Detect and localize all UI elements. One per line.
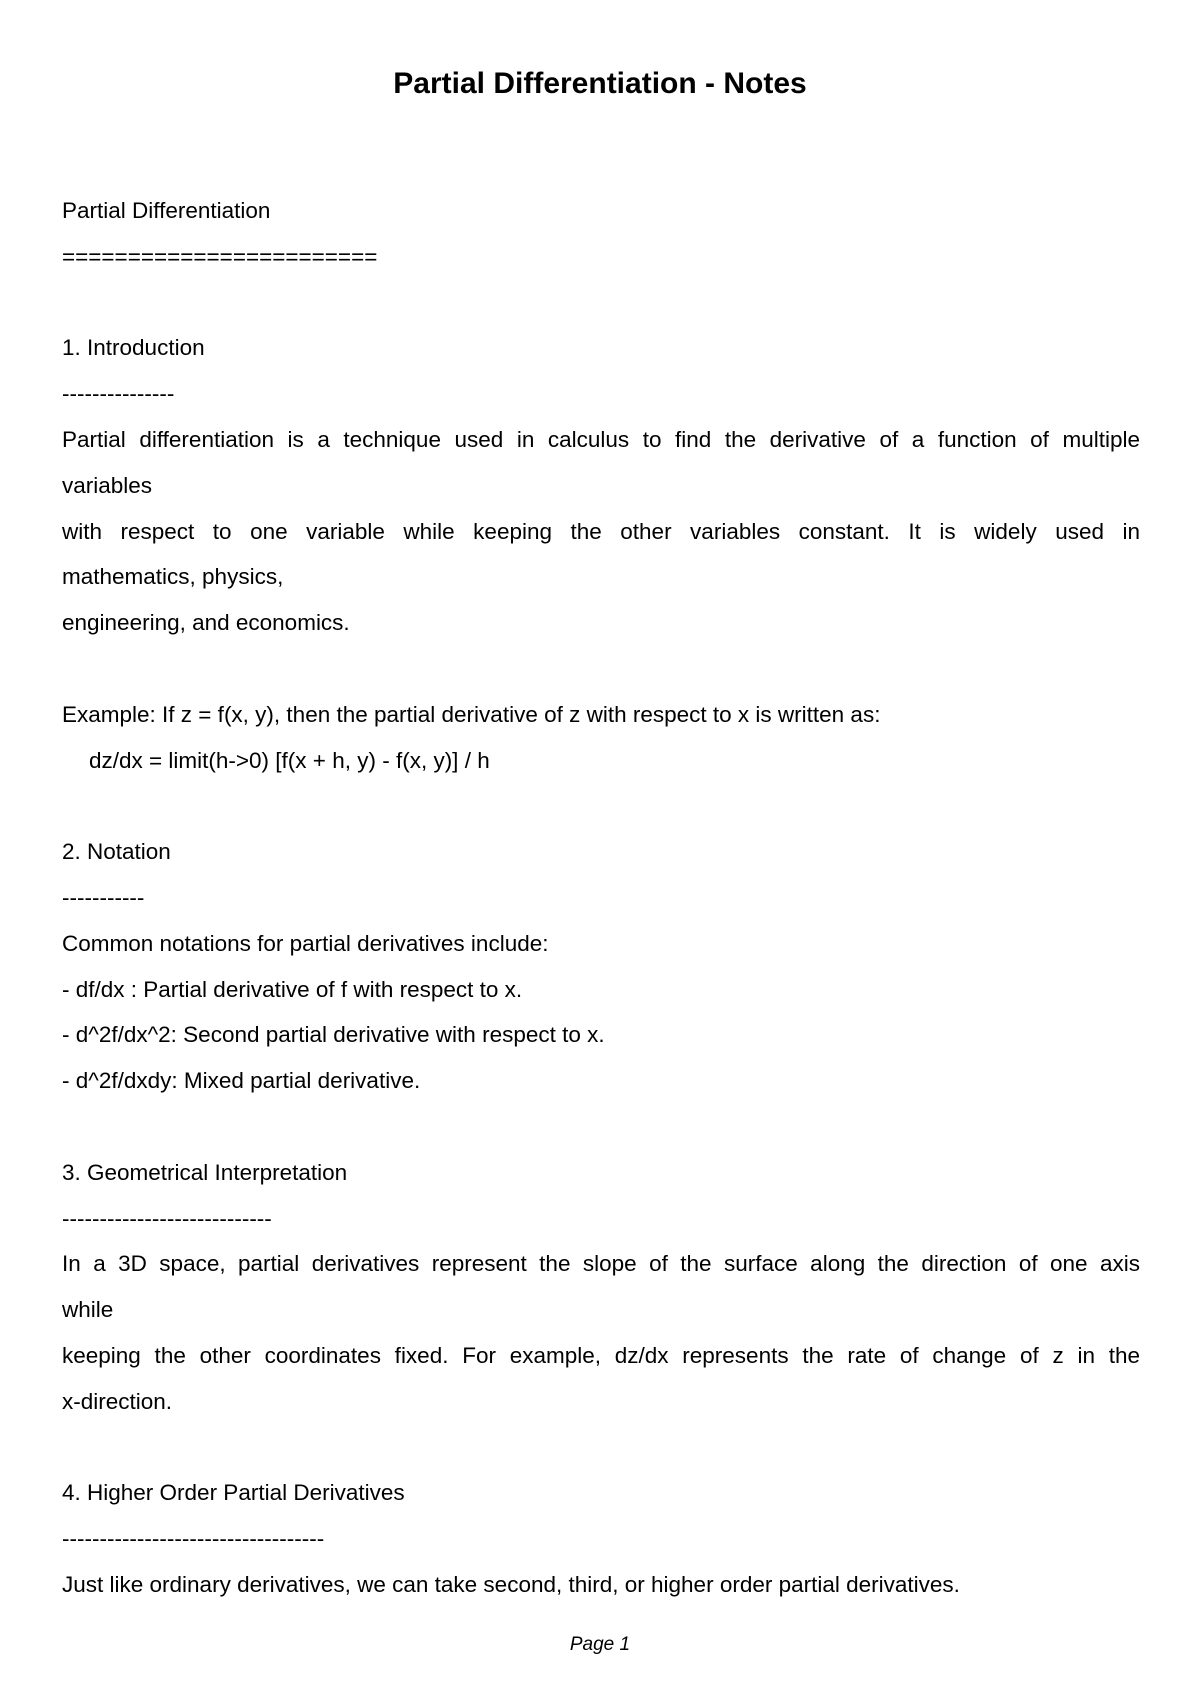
main-heading: Partial Differentiation [62, 198, 271, 223]
spacer [62, 1425, 1140, 1471]
paragraph-line: x-direction. [62, 1388, 173, 1414]
paragraph-line: mathematics, physics, [62, 564, 284, 590]
document-title: Partial Differentiation - Notes [393, 67, 807, 100]
spacer [62, 280, 1140, 326]
list-item: - d^2f/dxdy: Mixed partial derivative. [62, 1068, 421, 1094]
paragraph-line: Common notations for partial derivatives include: [62, 930, 549, 956]
document-body [62, 188, 1140, 1608]
section-heading-notation: 2. Notation [62, 839, 171, 865]
paragraph-line: Just like ordinary derivatives, we can take second, third, or higher order partial derivatives. [62, 1571, 960, 1597]
section-rule-notation: ----------- [62, 884, 145, 910]
section-rule-introduction: --------------- [62, 381, 175, 407]
list-item: - df/dx : Partial derivative of f with respect to x. [62, 976, 523, 1002]
section-rule-higher-order: ----------------------------------- [62, 1526, 325, 1552]
formula-line: dz/dx = limit(h->0) [f(x + h, y) - f(x, y)] / h [89, 747, 490, 773]
example-line: Example: If z = f(x, y), then the partial derivative of z with respect to x is written as: [62, 701, 881, 727]
paragraph-line: with respect to one variable while keeping the other variables constant. It is widely used in [62, 518, 1140, 544]
section-heading-introduction: 1. Introduction [62, 335, 205, 361]
section-rule-geometry: ---------------------------- [62, 1205, 272, 1231]
paragraph-line: variables [62, 472, 153, 498]
spacer [62, 783, 1140, 829]
paragraph-line: Partial differentiation is a technique used in calculus to find the derivative of a function of multiple [62, 426, 1140, 452]
spacer [62, 646, 1140, 692]
section-heading-geometry: 3. Geometrical Interpretation [62, 1159, 348, 1185]
paragraph-line: keeping the other coordinates fixed. For example, dz/dx represents the rate of change of z in the [62, 1342, 1140, 1368]
paragraph-line: while [62, 1297, 114, 1323]
paragraph-line: engineering, and economics. [62, 610, 350, 636]
section-heading-higher-order: 4. Higher Order Partial Derivatives [62, 1480, 405, 1506]
list-item: - d^2f/dx^2: Second partial derivative with respect to x. [62, 1022, 605, 1048]
spacer [62, 1104, 1140, 1150]
page-number: Page 1 [569, 1634, 631, 1655]
paragraph-line: In a 3D space, partial derivatives represent the slope of the surface along the direction of one axis [62, 1251, 1140, 1277]
main-heading-rule: ======================== [62, 243, 378, 269]
